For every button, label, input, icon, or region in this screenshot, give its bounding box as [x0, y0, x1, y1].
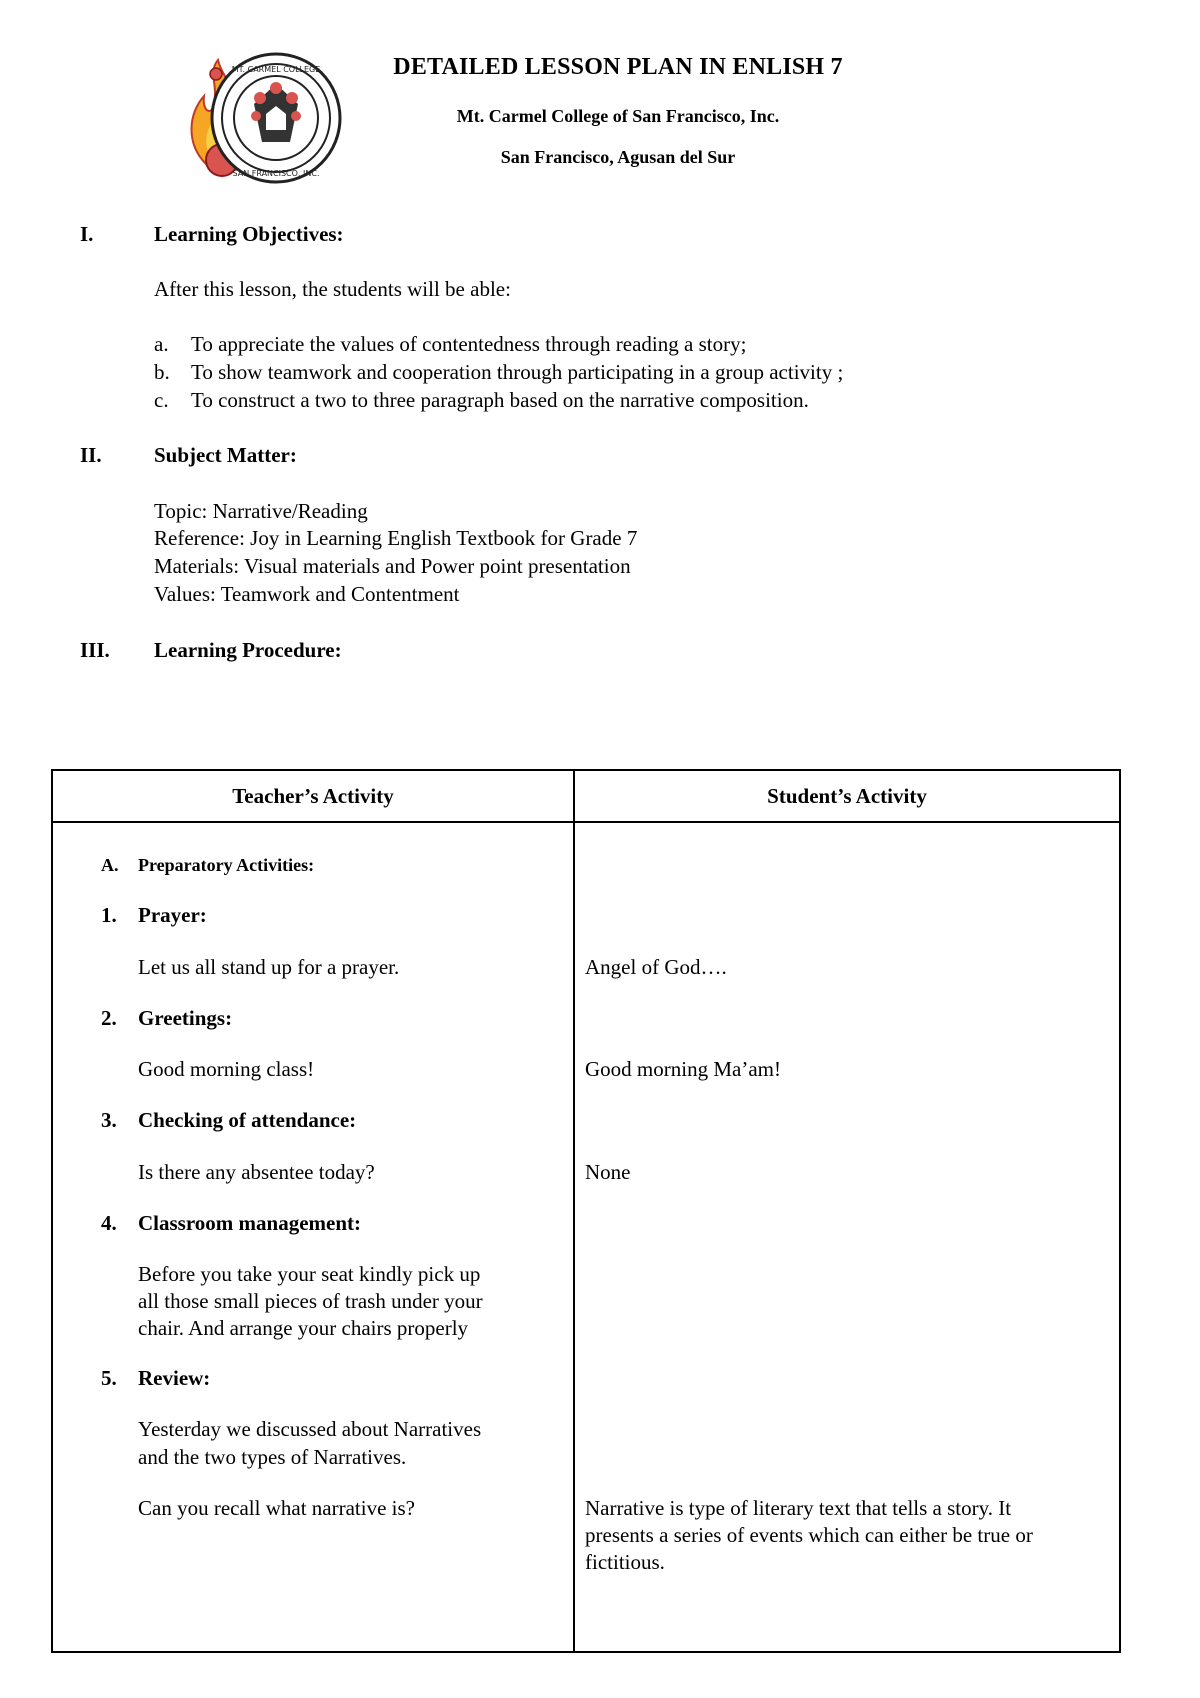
prep-label: A.: [101, 855, 119, 875]
svg-text:SAN FRANCISCO, INC.: SAN FRANCISCO, INC.: [232, 169, 320, 178]
student-response: None: [585, 1160, 631, 1184]
item-number: 2.: [101, 1006, 117, 1030]
school-seal-logo: [178, 44, 348, 192]
student-response: presents a series of events which can either be true or: [585, 1523, 1033, 1547]
teacher-line: Let us all stand up for a prayer.: [138, 955, 400, 979]
item-title-classroom-management: Classroom management:: [138, 1211, 362, 1235]
item-title-attendance: Checking of attendance:: [138, 1108, 357, 1132]
section-title-subject-matter: Subject Matter:: [154, 443, 297, 467]
subject-reference: Reference: Joy in Learning English Textbook for Grade 7: [154, 526, 638, 550]
item-number: 5.: [101, 1366, 117, 1390]
objective-letter: a.: [154, 332, 169, 356]
item-title-greetings: Greetings:: [138, 1006, 233, 1030]
teacher-line: and the two types of Narratives.: [138, 1445, 407, 1469]
student-activity-header: Student’s Activity: [574, 770, 1120, 822]
student-response: Narrative is type of literary text that tells a story. It: [585, 1496, 1012, 1520]
student-activity-cell: [574, 822, 1120, 1652]
objective-text: To appreciate the values of contentedness through reading a story;: [191, 332, 747, 356]
school-address: San Francisco, Agusan del Sur: [500, 147, 736, 167]
student-response: Good morning Ma’am!: [585, 1057, 781, 1081]
svg-text:MT. CARMEL COLLEGE: MT. CARMEL COLLEGE: [231, 65, 321, 74]
teacher-line: Good morning class!: [138, 1057, 315, 1081]
subject-values: Values: Teamwork and Contentment: [154, 582, 460, 606]
subject-materials: Materials: Visual materials and Power point presentation: [154, 554, 631, 578]
school-name: Mt. Carmel College of San Francisco, Inc.: [456, 106, 780, 126]
activity-table: [51, 769, 1121, 1653]
table-header-row: [52, 770, 1120, 822]
lesson-plan-title: DETAILED LESSON PLAN IN ENLISH 7: [393, 54, 843, 80]
section-number-3: III.: [80, 638, 110, 662]
section-number-1: I.: [80, 222, 94, 246]
prep-title: Preparatory Activities:: [138, 855, 315, 875]
objective-text: To show teamwork and cooperation through participating in a group activity ;: [191, 360, 844, 384]
objective-item: [154, 360, 1054, 385]
item-number: 4.: [101, 1211, 117, 1235]
student-response: Angel of God….: [585, 955, 727, 979]
objective-item: [154, 332, 1054, 357]
section-title-learning-procedure: Learning Procedure:: [154, 638, 342, 662]
section-title-learning-objectives: Learning Objectives:: [154, 222, 344, 246]
subject-topic: Topic: Narrative/Reading: [154, 499, 368, 523]
teacher-line: Before you take your seat kindly pick up: [138, 1262, 481, 1286]
teacher-question: Can you recall what narrative is?: [138, 1496, 415, 1520]
objective-letter: c.: [154, 388, 169, 412]
item-number: 3.: [101, 1108, 117, 1132]
student-response: fictitious.: [585, 1550, 665, 1574]
teacher-activity-header: Teacher’s Activity: [52, 770, 574, 822]
objectives-intro: After this lesson, the students will be able:: [154, 277, 511, 301]
section-number-2: II.: [80, 443, 102, 467]
item-title-prayer: Prayer:: [138, 903, 207, 927]
objective-item: [154, 388, 1054, 413]
document-header: [0, 0, 1200, 200]
item-title-review: Review:: [138, 1366, 211, 1390]
teacher-line: all those small pieces of trash under your: [138, 1289, 483, 1313]
item-number: 1.: [101, 903, 117, 927]
teacher-line: Yesterday we discussed about Narratives: [138, 1417, 482, 1441]
teacher-line: Is there any absentee today?: [138, 1160, 375, 1184]
objective-text: To construct a two to three paragraph based on the narrative composition.: [191, 388, 809, 412]
teacher-line: chair. And arrange your chairs properly: [138, 1316, 469, 1340]
table-row: [52, 822, 1120, 1652]
teacher-activity-cell: [52, 822, 574, 1652]
objective-letter: b.: [154, 360, 170, 384]
